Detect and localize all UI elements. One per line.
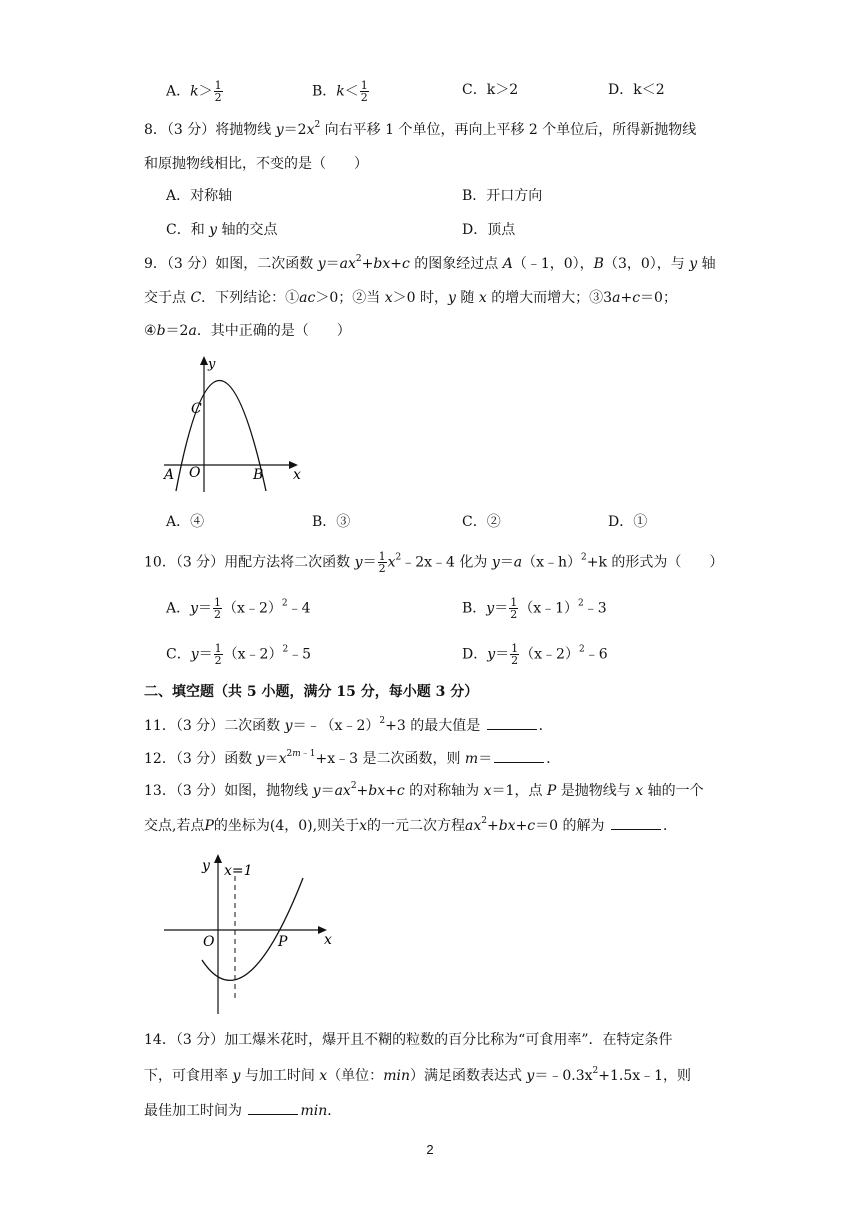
q9-label-x: x — [293, 467, 301, 483]
q7-option-b: B．k＜ $\frac{1}{2}$ — [312, 79, 368, 104]
q14-answer-blank — [248, 1100, 298, 1115]
q10-option-c: C．y＝ $\frac{1}{2}$ （x﹣2）$^2$﹣5 — [166, 642, 312, 667]
q8-line-2: 和原抛物线相比，不变的是（ ） — [144, 156, 368, 172]
q13-label-y: y — [202, 858, 210, 874]
q12-answer-blank — [494, 748, 544, 763]
q13-label-x: x — [324, 932, 332, 948]
q9-label-c: C — [191, 401, 202, 417]
q11-answer-blank — [487, 715, 537, 730]
section-2-title: 二、填空题（共 5 小题，满分 15 分，每小题 3 分） — [144, 684, 479, 700]
q9-parabola-graph — [156, 348, 316, 498]
q14-line-3: 最佳加工时间为 min． — [144, 1100, 341, 1121]
q13-parabola-graph — [160, 848, 340, 1018]
q13-line-2: 交点,若点P的坐标为(4，0),则关于x的一元二次方程$ax^2+bx+c=0$ 的解为 ． — [144, 816, 677, 834]
q10-line-1: 10．（3 分）用配方法将二次函数 y＝ $\frac{1}{2}$ $x^2﹣2x﹣4$ 化为 y＝a（x﹣h）$^2$+k 的形式为（ ） — [144, 550, 724, 575]
q8-option-c: C．和 y 轴的交点 — [166, 222, 278, 238]
q9-line-3: ④b＝2a．其中正确的是（ ） — [144, 323, 351, 339]
q10-option-b: B．y＝ $\frac{1}{2}$ （x﹣1）$^2$﹣3 — [462, 596, 607, 621]
q9-label-o: O — [189, 465, 201, 481]
q13-parabola-curve — [202, 878, 303, 980]
q9-option-c: C．② — [462, 514, 501, 530]
q12-line: 12．（3 分）函数 $y=x^{2m﹣1}+x﹣3$ 是二次函数，则 m＝ ． — [144, 749, 561, 767]
q9-option-a: A．④ — [166, 514, 205, 530]
q8-line-1: 8．（3 分）将抛物线 $y=2x^2$ 向右平移 1 个单位，再向上平移 2 个单位后，所得新抛物线 — [144, 120, 697, 138]
q13-answer-blank — [611, 815, 661, 830]
q7-option-c: C．k＞2 — [462, 82, 519, 98]
q8-option-b: B．开口方向 — [462, 188, 543, 204]
q7-option-d: D．k＜2 — [608, 82, 665, 98]
q9-label-b: B — [253, 467, 264, 483]
q13-label-o: O — [203, 934, 215, 950]
q13-label-p: P — [278, 934, 288, 950]
q9-line-1: 9．（3 分）如图，二次函数 $y=ax^2+bx+c$ 的图象经过点 A（﹣1，0），B（3，0），与 y 轴 — [144, 254, 716, 272]
q8-option-a: A．对称轴 — [166, 188, 233, 204]
q11-line: 11．（3 分）二次函数 y＝﹣（x﹣2）$^2$+3 的最大值是 ． — [144, 716, 553, 734]
q9-label-y: y — [208, 357, 216, 372]
q9-y-axis-arrow — [200, 356, 208, 365]
q9-option-d: D．① — [608, 514, 648, 530]
q7-option-a: A．k＞ $\frac{1}{2}$ — [166, 79, 222, 104]
q9-option-b: B．③ — [312, 514, 351, 530]
q10-option-a: A．y＝ $\frac{1}{2}$ （x﹣2）$^2$﹣4 — [166, 596, 311, 621]
q9-line-2: 交于点 C．下列结论：①ac＞0；②当 x＞0 时，y 随 x 的增大而增大；③3a+c＝0； — [144, 290, 677, 306]
q13-y-axis-arrow — [214, 854, 222, 863]
q14-line-2: 下，可食用率 y 与加工时间 x（单位：min）满足函数表达式 $y=﹣0.3x^2+1.5x﹣1$，则 — [144, 1066, 692, 1084]
q14-line-1: 14．（3 分）加工爆米花时，爆开且不糊的粒数的百分比称为“可食用率”．在特定条件 — [144, 1032, 673, 1048]
q8-option-d: D．顶点 — [462, 222, 516, 238]
q13-label-axis: x=1 — [224, 863, 253, 879]
q13-line-1: 13．（3 分）如图，抛物线 $y=ax^2+bx+c$ 的对称轴为 x＝1，点 P 是抛物线与 x 轴的一个 — [144, 781, 704, 799]
q10-option-d: D．y＝ $\frac{1}{2}$ （x﹣2）$^2$﹣6 — [462, 642, 608, 667]
q9-label-a: A — [164, 467, 175, 483]
page-number: 2 — [426, 1142, 434, 1157]
